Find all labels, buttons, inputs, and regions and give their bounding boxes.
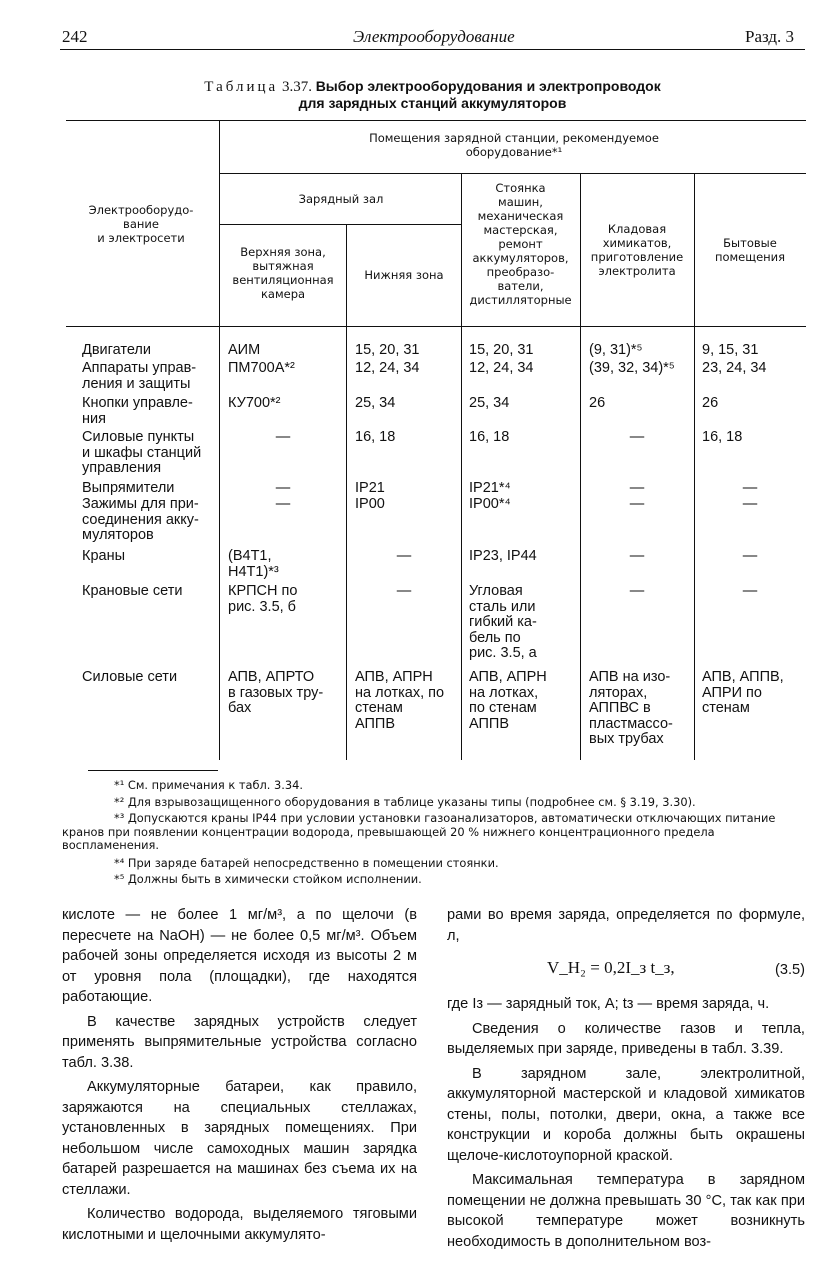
col-header-equipment: Электрооборудо- вание и электросети: [88, 203, 194, 245]
cell-power-net-storage: АПВ на изо- ляторах, АППВС в пластмассо- вых трубах: [589, 669, 673, 747]
formula-expression: V_H₂ = 0,2I_з t_з,: [547, 958, 675, 977]
cell-crane-net-household: —: [742, 583, 758, 599]
cell-cranes-parking: IP23, IP44: [469, 548, 537, 564]
caption-label: Таблица: [204, 79, 279, 95]
cell-crane-net-upper: КРПСН по рис. 3.5, б: [228, 583, 298, 615]
running-title: Электрооборудование: [353, 27, 515, 46]
section-label: Разд. 3: [745, 27, 795, 46]
col-header-parking: Стоянка машин, механическая мастерская, ремонт аккумуляторов, преобразо- ватели, дистилляторные: [469, 181, 572, 307]
cell-buttons-lower: 25, 34: [355, 395, 396, 411]
cell-power-lower: 16, 18: [355, 429, 396, 445]
cell-crane-net-storage: —: [629, 583, 645, 599]
cell-power-net-household: АПВ, АППВ, АПРИ по стенам: [702, 669, 784, 716]
paragraph: Количество водорода, выделяемого тяговыми кислотными и щелочными аккумулято-: [62, 1206, 417, 1243]
formula: [447, 952, 805, 992]
row-label-buttons: Кнопки управле- ния: [82, 395, 193, 427]
col-divider-1: [219, 120, 220, 760]
cell-motors-household: 9, 15, 31: [702, 342, 759, 358]
cell-rectifiers-storage: —: [629, 480, 645, 496]
cell-cranes-household: —: [742, 548, 758, 564]
cell-clamps-lower: IP00: [355, 496, 385, 512]
cell-rectifiers-parking: IP21*⁴: [469, 480, 511, 496]
group-header-rule: [219, 173, 806, 174]
right-column: [447, 905, 805, 1256]
paragraph: Аккумуляторные батареи, как правило, заряжаются на специальных стеллажах, установленных в зарядных помещениях. При небольшом числе самоходных машин зарядка батарей разрешается на машинах без съема их на стеллажи.: [62, 1079, 417, 1198]
cell-clamps-household: —: [742, 496, 758, 512]
cell-crane-net-parking: Угловая сталь или гибкий ка- бель по рис. 3.5, а: [469, 583, 537, 661]
col-header-upper-zone: Верхняя зона, вытяжная вентиляционная камера: [232, 245, 334, 301]
row-label-motors: Двигатели: [82, 342, 151, 358]
row-label-cranes: Краны: [82, 548, 126, 564]
row-label-rectifiers: Выпрямители: [82, 480, 175, 496]
cell-cranes-storage: —: [629, 548, 645, 564]
paragraph: рами во время заряда, определяется по формуле, л,: [447, 907, 805, 944]
cell-motors-upper: АИМ: [228, 342, 261, 358]
row-label-crane-networks: Крановые сети: [82, 583, 183, 599]
cell-power-household: 16, 18: [702, 429, 743, 445]
paragraph: Максимальная температура в зарядном помещении не должна превышать 30 °С, так как при высокой температуре может возникнуть необходимость в дополнительном воз-: [447, 1172, 805, 1250]
cell-power-net-parking: АПВ, АПРН на лотках, по стенам АППВ: [469, 669, 547, 732]
cell-buttons-storage: 26: [589, 395, 606, 411]
subgroup-header-charging-hall: Зарядный зал: [298, 192, 384, 206]
cell-clamps-parking: IP00*⁴: [469, 496, 511, 512]
cell-buttons-upper: КУ700*²: [228, 395, 281, 411]
cell-control-storage: (39, 32, 34)*⁵: [589, 360, 675, 376]
cell-cranes-lower: —: [396, 548, 412, 564]
table-caption: [60, 78, 805, 96]
cell-control-lower: 12, 24, 34: [355, 360, 420, 376]
col-header-storage: Кладовая химикатов, приготовление электролита: [590, 222, 684, 278]
left-column: [62, 905, 417, 1249]
footnote-5: *⁵ Должны быть в химически стойком исполнении.: [114, 872, 422, 886]
footnote-rule: [88, 770, 218, 771]
header-rule: [60, 49, 805, 50]
table-top-rule: [66, 120, 806, 121]
paragraph: В зарядном зале, электролитной, аккумуляторной мастерской и кладовой химикатов стены, полы, потолки, двери, окна, а также все конструкции и короба должны быть окрашены щелоче-кислотоупорной краской.: [447, 1065, 805, 1164]
paragraph: Сведения о количестве газов и тепла, выделяемых при заряде, приведены в табл. 3.39.: [447, 1020, 805, 1057]
footnote-1: *¹ См. примечания к табл. 3.34.: [114, 778, 304, 792]
cell-rectifiers-lower: IP21: [355, 480, 385, 496]
row-label-power-networks: Силовые сети: [82, 669, 178, 685]
row-label-control-devices: Аппараты управ- ления и защиты: [82, 360, 197, 392]
cell-control-parking: 12, 24, 34: [469, 360, 534, 376]
caption-number: 3.37.: [281, 79, 312, 95]
col-header-lower-zone: Нижняя зона: [364, 268, 444, 282]
cell-motors-lower: 15, 20, 31: [355, 342, 420, 358]
cell-control-upper: ПМ700А*²: [228, 360, 295, 376]
cell-motors-storage: (9, 31)*⁵: [589, 342, 643, 358]
cell-buttons-household: 26: [702, 395, 719, 411]
row-label-clamps: Зажимы для при- соединения акку- муляторов: [82, 496, 199, 543]
cell-rectifiers-household: —: [742, 480, 758, 496]
cell-buttons-parking: 25, 34: [469, 395, 510, 411]
footnote-2: *² Для взрывозащищенного оборудования в таблице указаны типы (подробнее см. § 3.19, 3.30).: [114, 795, 696, 809]
cell-crane-net-lower: —: [396, 583, 412, 599]
paragraph: кислоте — не более 1 мг/м³, а по щелочи (в пересчете на NaOH) — не более 0,5 мг/м³. Объем рабочей зоны определяется исходя из высоты 2 м от уровня пола (площадки), где находятся работающие.: [62, 907, 417, 1005]
subgroup-header-rule: [219, 224, 461, 225]
cell-power-storage: —: [629, 429, 645, 445]
page-number: 242: [62, 27, 88, 46]
caption-title-line1: Выбор электрооборудования и электропроводок: [315, 78, 661, 94]
cell-motors-parking: 15, 20, 31: [469, 342, 534, 358]
formula-number: (3.5): [774, 962, 805, 978]
paragraph: где Iз — зарядный ток, А; tз — время заряда, ч.: [447, 996, 770, 1012]
cell-clamps-storage: —: [629, 496, 645, 512]
cell-rectifiers-upper: —: [275, 480, 291, 496]
col-divider-2: [346, 224, 347, 760]
cell-power-parking: 16, 18: [469, 429, 510, 445]
cell-cranes-upper: (В4Т1, Н4Т1)*³: [228, 548, 279, 580]
cell-power-upper: —: [275, 429, 291, 445]
footnote-4: *⁴ При заряде батарей непосредственно в помещении стоянки.: [114, 856, 499, 870]
header-bottom-rule: [66, 326, 806, 327]
cell-power-net-upper: АПВ, АПРТО в газовых тру- бах: [228, 669, 324, 716]
cell-power-net-lower: АПВ, АПРН на лотках, по стенам АППВ: [355, 669, 445, 732]
col-header-household: Бытовые помещения: [714, 236, 786, 264]
cell-clamps-upper: —: [275, 496, 291, 512]
group-header: Помещения зарядной станции, рекомендуемое оборудование*¹: [369, 131, 659, 159]
cell-control-household: 23, 24, 34: [702, 360, 767, 376]
footnote-3: *³ Допускаются краны IP44 при условии установки газоанализаторов, автоматически отключающих питание кранов при появлении концентрации водорода, превышающей 20 % нижнего концентрационного предела воспламенения.: [62, 811, 776, 852]
paragraph: В качестве зарядных устройств следует применять выпрямительные устройства согласно табл. 3.38.: [62, 1013, 417, 1071]
caption-title-line2: для зарядных станций аккумуляторов: [298, 95, 567, 111]
row-label-power-points: Силовые пункты и шкафы станций управления: [82, 429, 202, 476]
